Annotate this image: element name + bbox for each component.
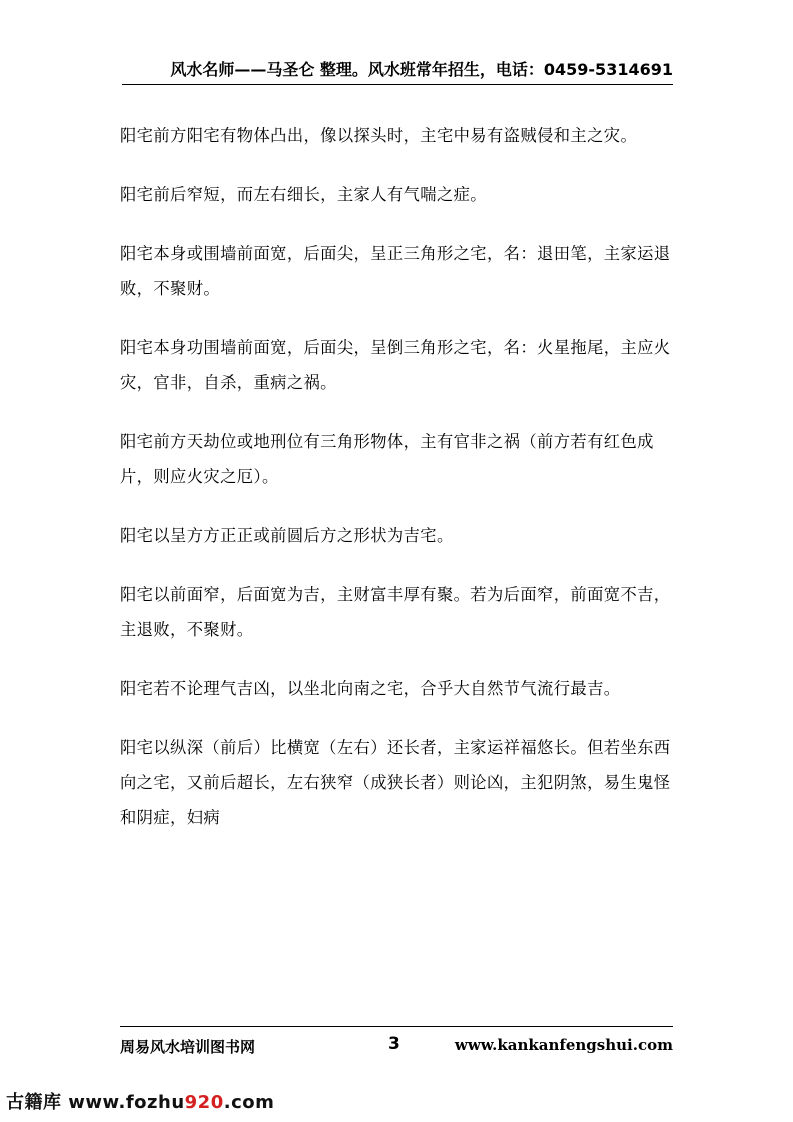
watermark [6, 1088, 274, 1114]
page-header [122, 58, 673, 85]
watermark-prefix: 古籍库 www.fozhu [6, 1092, 185, 1113]
page-number: 3 [388, 1034, 400, 1054]
paragraph: 阳宅以呈方方正正或前圆后方之形状为吉宅。 [120, 526, 454, 545]
paragraph: 阳宅本身或围墙前面宽，后面尖，呈正三角形之宅，名：退田笔，主家运退败，不聚财。 [120, 244, 671, 298]
paragraph: 阳宅以纵深（前后）比横宽（左右）还长者，主家运祥福悠长。但若坐东西向之宅，又前后超长，左右狭窄（成狭长者）则论凶，主犯阴煞，易生鬼怪和阴症，妇病 [120, 738, 671, 827]
paragraph: 阳宅本身功围墙前面宽，后面尖，呈倒三角形之宅，名：火星拖尾，主应火灾，官非，自杀，重病之祸。 [120, 338, 671, 392]
paragraph: 阳宅以前面窄，后面宽为吉，主财富丰厚有聚。若为后面窄，前面宽不吉，主退败，不聚财。 [120, 585, 671, 639]
paragraph: 阳宅前方天劫位或地刑位有三角形物体，主有官非之祸（前方若有红色成片，则应火灾之厄）。 [120, 432, 654, 486]
paragraph: 阳宅前方阳宅有物体凸出，像以探头时，主宅中易有盗贼侵和主之灾。 [120, 126, 638, 145]
header-text: 风水名师——马圣仑 整理。风水班常年招生，电话：0459-5314691 [170, 60, 673, 79]
footer-url: www.kankanfengshui.com [454, 1036, 673, 1054]
watermark-number: 920 [184, 1092, 224, 1113]
page-footer [120, 1026, 673, 1057]
paragraph: 阳宅前后窄短，而左右细长，主家人有气喘之症。 [120, 185, 487, 204]
document-body [120, 118, 680, 859]
footer-site-name: 周易风水培训图书网 [120, 1038, 256, 1056]
paragraph: 阳宅若不论理气吉凶，以坐北向南之宅，合乎大自然节气流行最吉。 [120, 679, 621, 698]
watermark-suffix: .com [223, 1092, 275, 1113]
